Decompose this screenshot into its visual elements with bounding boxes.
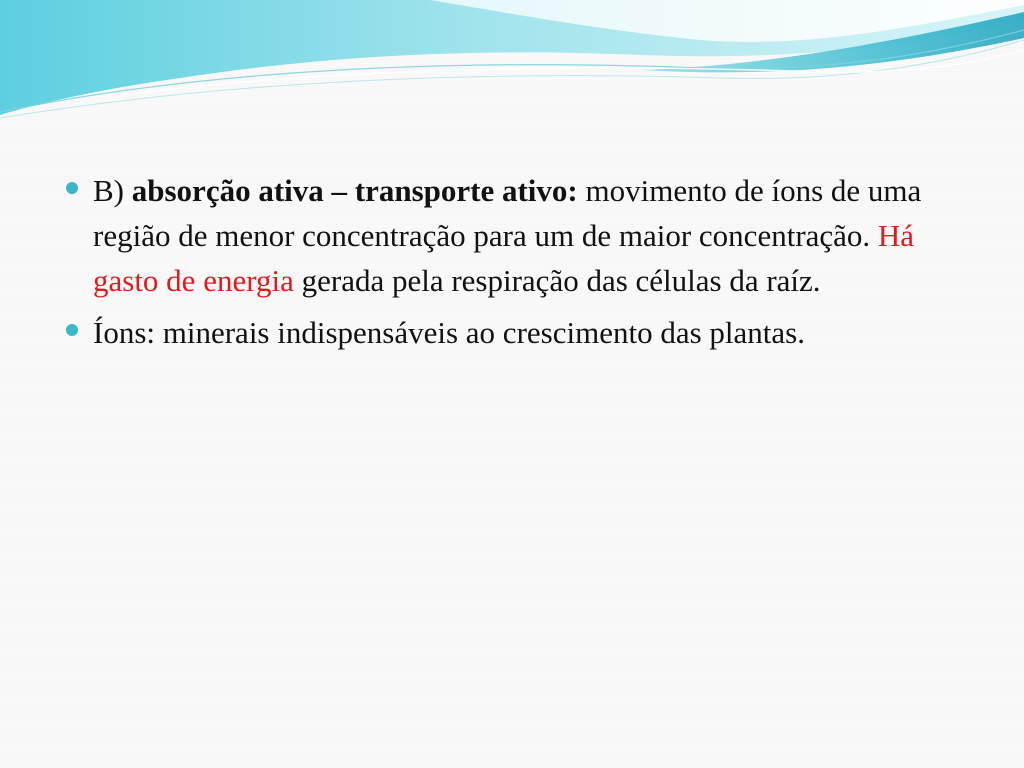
bullet-item-active-absorption <box>64 168 964 303</box>
bullet-dot-icon <box>66 182 78 194</box>
bullet-dot-icon <box>66 324 78 336</box>
bullet-item-ions <box>64 310 964 355</box>
wave-header-decoration <box>0 0 1024 130</box>
bullet-bold-term: absorção ativa – transporte ativo: <box>131 173 578 208</box>
bullet-list <box>64 168 964 362</box>
bullet-tail-text: gerada pela respiração das células da raíz. <box>293 263 821 298</box>
bullet-text: Íons: minerais indispensáveis ao crescimento das plantas. <box>93 315 805 350</box>
bullet-highlight-text: Há gasto de energia <box>93 218 915 298</box>
bullet-prefix: B) <box>93 173 132 208</box>
bullet-body-text: movimento de íons de uma região de menor concentração para um de maior concentração. <box>93 173 922 253</box>
